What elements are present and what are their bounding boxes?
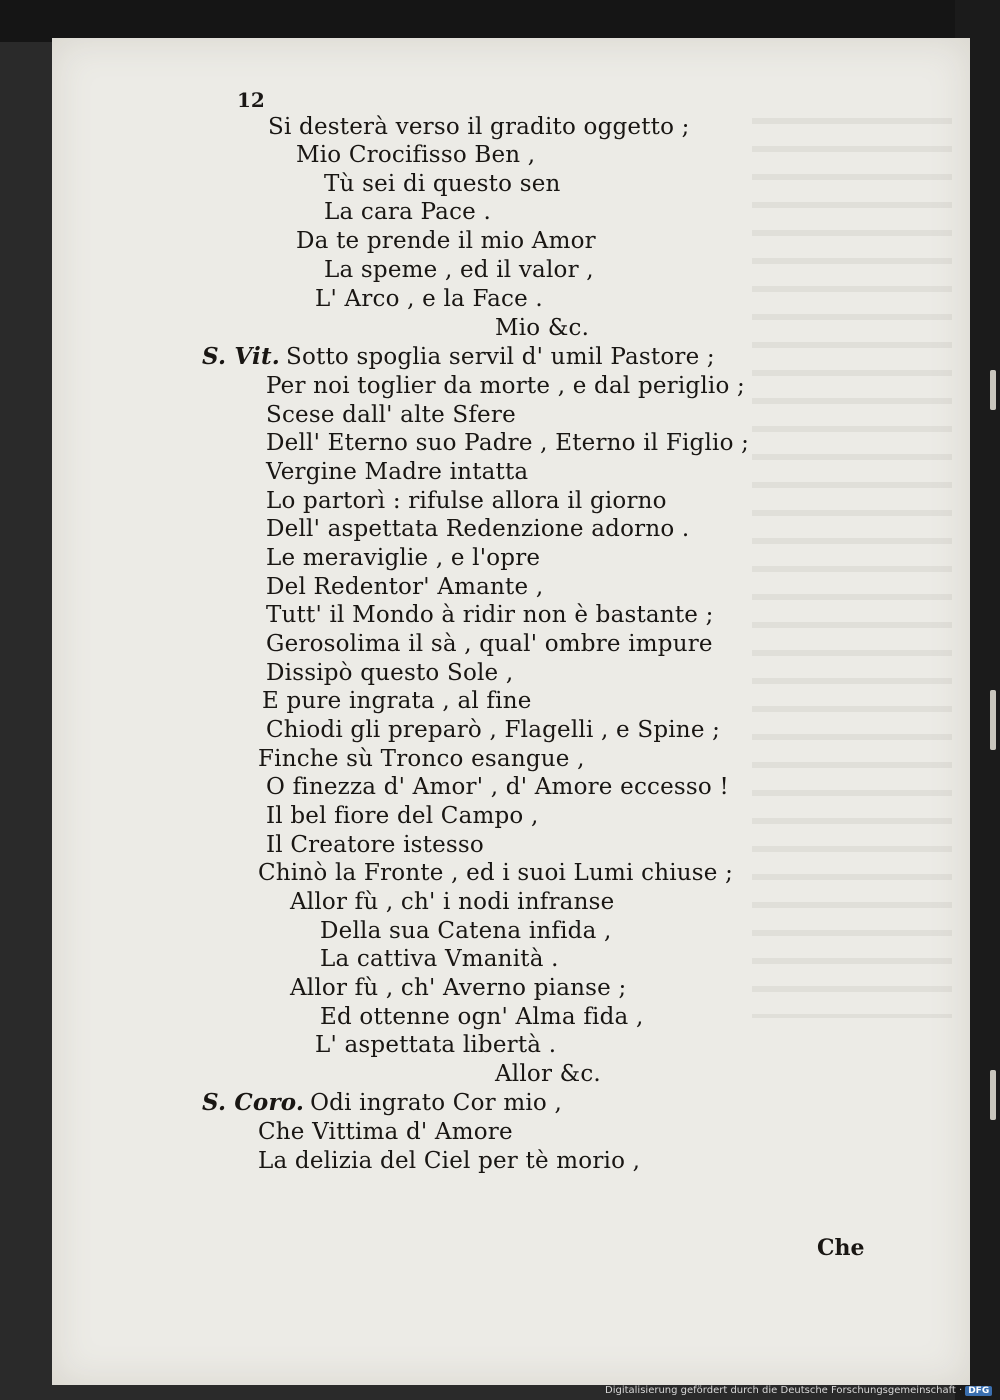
verse-line (290, 889, 614, 915)
line-text: L' aspettata libertà . (315, 1032, 557, 1058)
line-text: Della sua Catena infida , (320, 918, 612, 944)
line-text: Dell' aspettata Redenzione adorno . (266, 516, 690, 542)
verse-line (266, 488, 667, 514)
verse-line (266, 574, 543, 600)
catchword: Che (817, 1235, 865, 1261)
line-text: Tutt' il Mondo à ridir non è bastante ; (266, 602, 714, 628)
line-text: Lo partorì : rifulse allora il giorno (266, 488, 667, 514)
page-number: 12 (237, 88, 265, 112)
verse-line (266, 832, 484, 858)
verse-line (324, 199, 491, 225)
verse-line (320, 1004, 643, 1030)
line-text: Allor fù , ch' Averno pianse ; (290, 975, 627, 1001)
line-text: La cara Pace . (324, 199, 491, 225)
line-text: Che Vittima d' Amore (258, 1119, 513, 1145)
verse-line (266, 660, 513, 686)
verse-line (296, 142, 535, 168)
verse-line (262, 688, 532, 714)
line-text: Le meraviglie , e l'opre (266, 545, 541, 571)
line-text: Mio &c. (495, 315, 590, 341)
verse-line (296, 228, 596, 254)
verse-line (258, 860, 733, 886)
line-text: Allor fù , ch' i nodi infranse (290, 889, 615, 915)
verse-line (266, 516, 689, 542)
document-page (52, 38, 970, 1385)
verse-line (324, 257, 594, 283)
verse-line (202, 1090, 562, 1116)
line-text: O finezza d' Amor' , d' Amore eccesso ! (266, 774, 729, 800)
line-text: Finche sù Tronco esangue , (258, 746, 585, 772)
line-text: La cattiva Vmanità . (320, 946, 559, 972)
line-text: La delizia del Ciel per tè morio , (258, 1148, 641, 1174)
line-text: Odi ingrato Cor mio , (310, 1090, 562, 1116)
line-text: E pure ingrata , al fine (262, 688, 532, 714)
verse-line (315, 1032, 556, 1058)
line-text: Per noi toglier da morte , e dal periglio ; (266, 373, 745, 399)
verse-line (266, 774, 729, 800)
line-text: Scese dall' alte Sfere (266, 402, 516, 428)
line-text: La speme , ed il valor , (324, 257, 594, 283)
verse-line (266, 602, 714, 628)
speaker-label: S. Coro. (202, 1089, 305, 1116)
digitization-credit (605, 1385, 992, 1396)
verse-line (258, 1119, 513, 1145)
line-text: Ed ottenne ogn' Alma fida , (320, 1004, 644, 1030)
verse-line (258, 746, 585, 772)
verse-line (266, 402, 516, 428)
line-text: Gerosolima il sà , qual' ombre impure (266, 631, 713, 657)
line-text: Mio Crocifisso Ben , (296, 142, 536, 168)
line-text: Chiodi gli preparò , Flagelli , e Spine ; (266, 717, 721, 743)
line-text: Sotto spoglia servil d' umil Pastore ; (286, 344, 715, 370)
verse-line (495, 1061, 601, 1087)
verse-line (320, 918, 612, 944)
verse-line (320, 946, 559, 972)
verse-line (266, 459, 528, 485)
verse-line (268, 114, 690, 140)
line-text: Da te prende il mio Amor (296, 228, 596, 254)
verse-line (266, 545, 540, 571)
verse-line (266, 373, 745, 399)
line-text: Dissipò questo Sole , (266, 660, 514, 686)
verse-line (495, 315, 589, 341)
dfg-logo: DFG (965, 1386, 992, 1396)
line-text: L' Arco , e la Face . (315, 286, 543, 312)
verse-line (324, 171, 561, 197)
line-text: Il bel fiore del Campo , (266, 803, 539, 829)
scan-backdrop (0, 0, 1000, 42)
line-text: Tù sei di questo sen (324, 171, 561, 197)
verse-line (315, 286, 543, 312)
verse-line (266, 717, 720, 743)
verse-line (266, 430, 749, 456)
line-text: Del Redentor' Amante , (266, 574, 544, 600)
line-text: Vergine Madre intatta (266, 459, 529, 485)
line-text: Dell' Eterno suo Padre , Eterno il Figlio ; (266, 430, 750, 456)
verse-line (202, 344, 715, 370)
credit-text: Digitalisierung gefördert durch die Deutsche Forschungsgemeinschaft · (605, 1385, 963, 1396)
adjacent-page-edge (990, 370, 1000, 1170)
line-text: Chinò la Fronte , ed i suoi Lumi chiuse ; (258, 860, 734, 886)
line-text: Allor &c. (495, 1061, 601, 1087)
verse-line (266, 631, 713, 657)
speaker-label: S. Vit. (202, 343, 281, 370)
verse-line (290, 975, 626, 1001)
line-text: Si desterà verso il gradito oggetto ; (268, 114, 690, 140)
line-text: Il Creatore istesso (266, 832, 484, 858)
verse-line (258, 1148, 640, 1174)
verse-line (266, 803, 539, 829)
